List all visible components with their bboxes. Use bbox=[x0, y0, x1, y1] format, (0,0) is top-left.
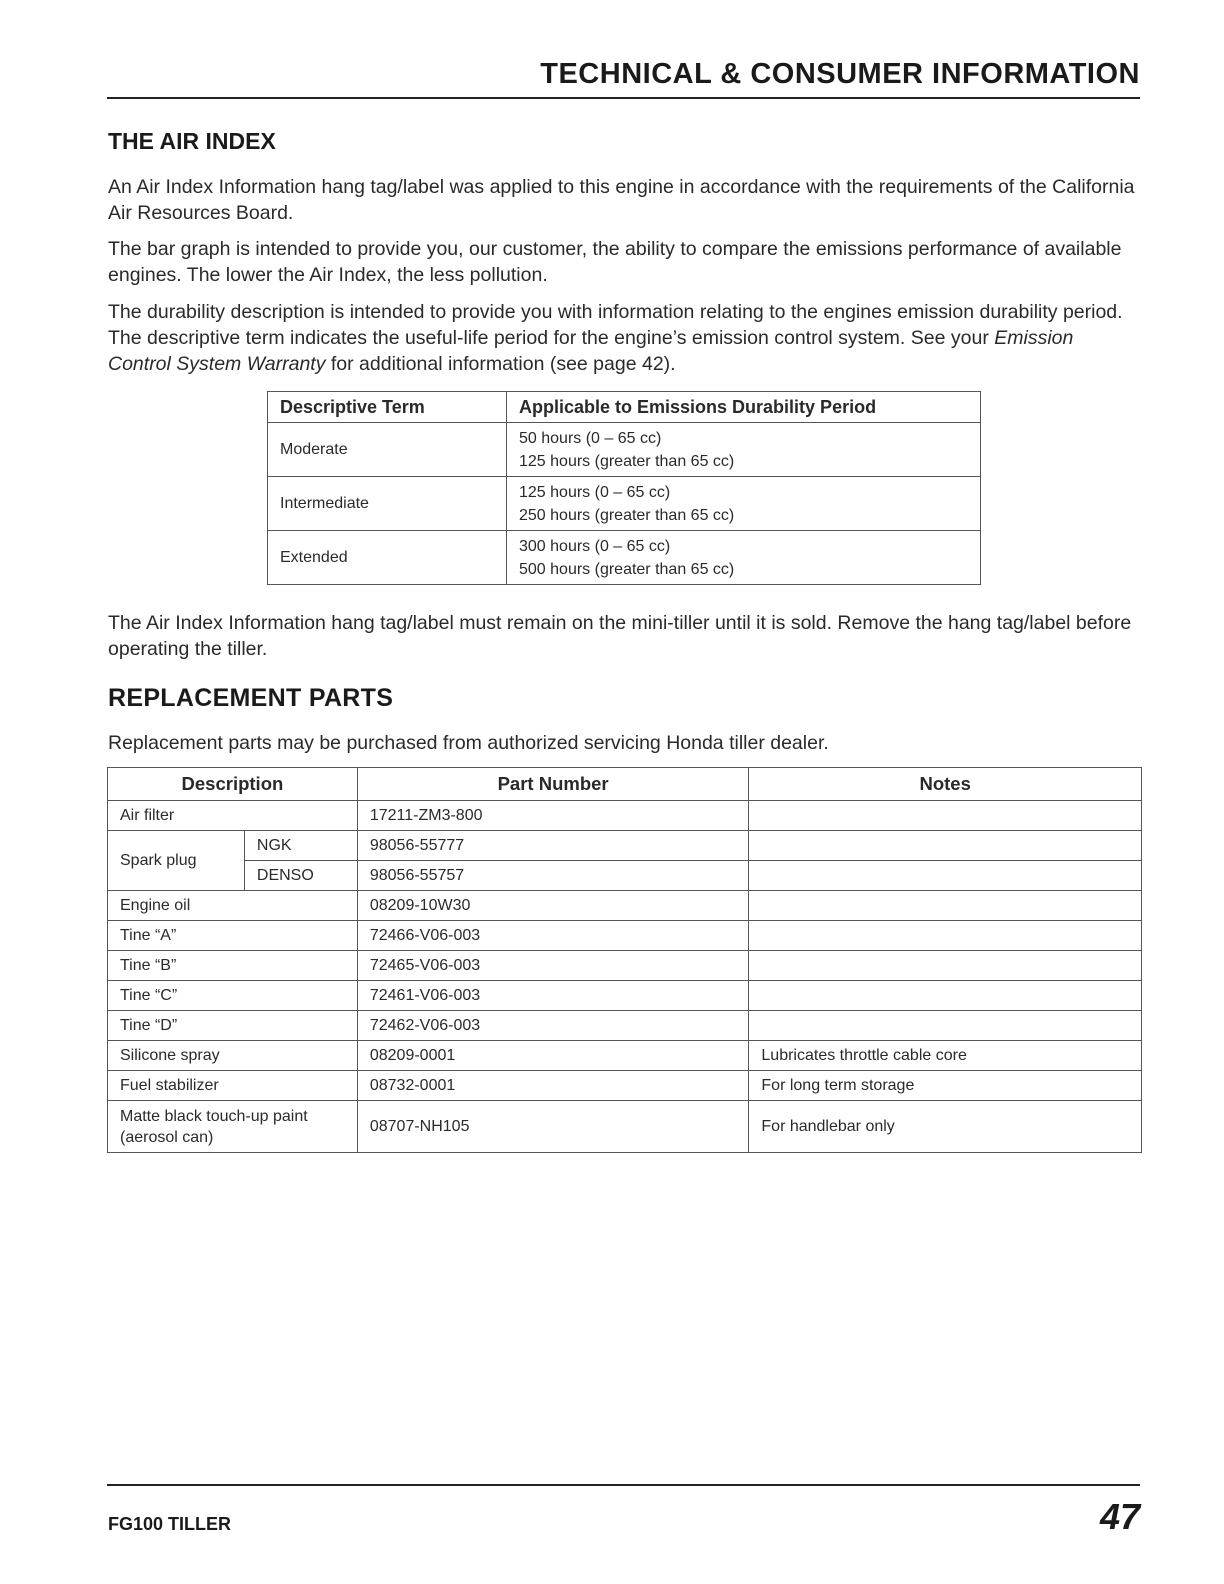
notes-cell bbox=[749, 861, 1142, 891]
column-header-descriptive-term: Descriptive Term bbox=[268, 392, 507, 423]
description-cell: Tine “A” bbox=[108, 921, 358, 951]
period-line: 125 hours (greater than 65 cc) bbox=[519, 452, 735, 470]
part-number-cell: 72462-V06-003 bbox=[357, 1011, 749, 1041]
column-header-notes: Notes bbox=[749, 768, 1142, 801]
period-line: 50 hours (0 – 65 cc) bbox=[519, 429, 662, 447]
part-number-cell: 08209-0001 bbox=[357, 1041, 749, 1071]
table-row bbox=[108, 891, 1142, 921]
period-cell bbox=[507, 477, 981, 531]
notes-cell: Lubricates throttle cable core bbox=[749, 1041, 1142, 1071]
part-number-cell: 98056-55777 bbox=[357, 831, 749, 861]
footer-divider bbox=[107, 1484, 1140, 1486]
notes-cell bbox=[749, 891, 1142, 921]
air-index-heading: THE AIR INDEX bbox=[108, 128, 276, 154]
table-row bbox=[108, 1041, 1142, 1071]
description-cell: Tine “B” bbox=[108, 951, 358, 981]
table-row bbox=[108, 921, 1142, 951]
notes-cell bbox=[749, 831, 1142, 861]
page-header-title: TECHNICAL & CONSUMER INFORMATION bbox=[540, 58, 1140, 90]
replacement-parts-heading: REPLACEMENT PARTS bbox=[108, 684, 394, 712]
part-number-cell: 72465-V06-003 bbox=[357, 951, 749, 981]
part-number-cell: 98056-55757 bbox=[357, 861, 749, 891]
air-index-paragraph-4: The Air Index Information hang tag/label must remain on the mini-tiller until it is sold. Remove the hang tag/label before operating the tiller. bbox=[108, 612, 1132, 660]
description-cell: Spark plug bbox=[108, 831, 245, 891]
brand-cell: NGK bbox=[244, 831, 357, 861]
column-header-description: Description bbox=[108, 768, 358, 801]
table-row bbox=[108, 951, 1142, 981]
description-cell: Fuel stabilizer bbox=[108, 1071, 358, 1101]
part-number-cell: 72461-V06-003 bbox=[357, 981, 749, 1011]
durability-header-row bbox=[268, 392, 981, 423]
description-cell: Air filter bbox=[108, 801, 358, 831]
table-row bbox=[268, 531, 981, 585]
parts-header-row bbox=[108, 768, 1142, 801]
durability-table bbox=[267, 391, 981, 585]
table-row bbox=[108, 1101, 1142, 1153]
notes-cell: For handlebar only bbox=[749, 1101, 1142, 1153]
notes-cell bbox=[749, 981, 1142, 1011]
term-cell: Moderate bbox=[268, 423, 507, 477]
period-line: 500 hours (greater than 65 cc) bbox=[519, 560, 735, 578]
period-cell bbox=[507, 423, 981, 477]
notes-cell bbox=[749, 801, 1142, 831]
description-line: (aerosol can) bbox=[120, 1128, 214, 1146]
header-divider bbox=[107, 97, 1140, 99]
part-number-cell: 72466-V06-003 bbox=[357, 921, 749, 951]
term-cell: Extended bbox=[268, 531, 507, 585]
replacement-parts-intro: Replacement parts may be purchased from authorized servicing Honda tiller dealer. bbox=[108, 732, 829, 754]
description-cell: Silicone spray bbox=[108, 1041, 358, 1071]
brand-cell: DENSO bbox=[244, 861, 357, 891]
air-index-paragraph-1: An Air Index Information hang tag/label was applied to this engine in accordance with the requirements of the California Air Resources Board. bbox=[108, 176, 1135, 224]
period-cell bbox=[507, 531, 981, 585]
notes-cell bbox=[749, 951, 1142, 981]
page-number: 47 bbox=[1099, 1496, 1140, 1537]
description-cell bbox=[108, 1101, 358, 1153]
table-row bbox=[108, 861, 1142, 891]
description-line: Matte black touch-up paint bbox=[120, 1107, 308, 1125]
part-number-cell: 08707-NH105 bbox=[357, 1101, 749, 1153]
period-line: 125 hours (0 – 65 cc) bbox=[519, 483, 671, 501]
description-cell: Engine oil bbox=[108, 891, 358, 921]
replacement-parts-table bbox=[107, 767, 1142, 1153]
notes-cell bbox=[749, 1011, 1142, 1041]
table-row bbox=[108, 1071, 1142, 1101]
warranty-reference: Emission Control System Warranty bbox=[108, 327, 1074, 375]
description-cell: Tine “D” bbox=[108, 1011, 358, 1041]
part-number-cell: 08209-10W30 bbox=[357, 891, 749, 921]
column-header-durability-period: Applicable to Emissions Durability Period bbox=[507, 392, 981, 423]
notes-cell: For long term storage bbox=[749, 1071, 1142, 1101]
period-line: 300 hours (0 – 65 cc) bbox=[519, 537, 671, 555]
table-row bbox=[268, 423, 981, 477]
description-cell: Tine “C” bbox=[108, 981, 358, 1011]
table-row bbox=[108, 831, 1142, 861]
part-number-cell: 08732-0001 bbox=[357, 1071, 749, 1101]
table-row bbox=[108, 801, 1142, 831]
column-header-part-number: Part Number bbox=[357, 768, 749, 801]
paragraph-3-text-end: for additional information (see page 42). bbox=[325, 353, 676, 375]
term-cell: Intermediate bbox=[268, 477, 507, 531]
table-row bbox=[108, 1011, 1142, 1041]
paragraph-3-text-start: The durability description is intended to provide you with information relating to the engines emission durability period. The descriptive term indicates the useful-life period for the engine’s emission control system. See your bbox=[108, 301, 1123, 349]
air-index-paragraph-3 bbox=[108, 299, 1138, 377]
part-number-cell: 17211-ZM3-800 bbox=[357, 801, 749, 831]
period-line: 250 hours (greater than 65 cc) bbox=[519, 506, 735, 524]
footer-model-label: FG100 TILLER bbox=[108, 1514, 232, 1534]
table-row bbox=[268, 477, 981, 531]
air-index-paragraph-2: The bar graph is intended to provide you, our customer, the ability to compare the emissions performance of available engines. The lower the Air Index, the less pollution. bbox=[108, 238, 1122, 286]
notes-cell bbox=[749, 921, 1142, 951]
table-row bbox=[108, 981, 1142, 1011]
